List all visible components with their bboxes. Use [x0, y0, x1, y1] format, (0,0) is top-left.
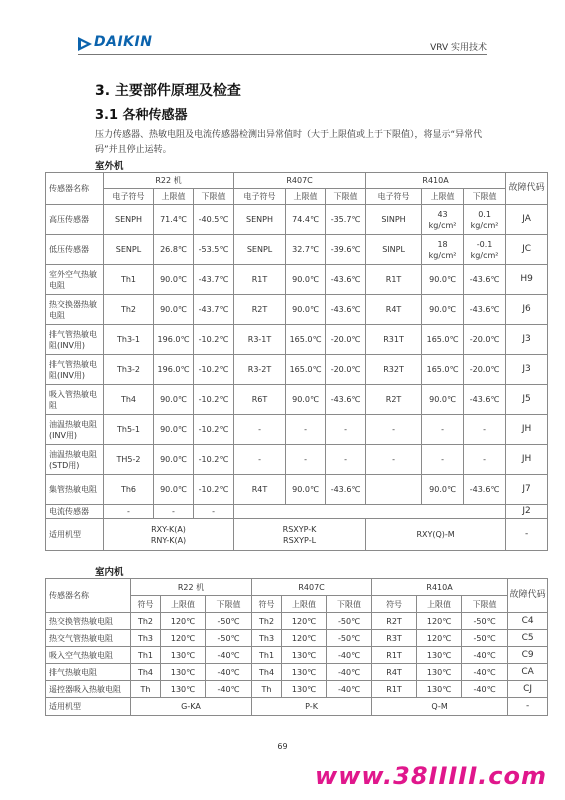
header-refrigerant-group: R410A — [366, 173, 506, 189]
value-cell: -20.0℃ — [326, 355, 366, 385]
value-cell: -43.7℃ — [194, 295, 234, 325]
table-row — [46, 630, 548, 647]
value-cell: - — [234, 415, 286, 445]
value-cell: 90.0℃ — [422, 475, 464, 505]
value-cell: - — [286, 415, 326, 445]
value-cell: - — [326, 445, 366, 475]
table-row — [46, 445, 548, 475]
sensor-name-cell: 遥控器吸入热敏电阻 — [46, 681, 131, 698]
header-sub-column: 符号 — [252, 596, 282, 613]
empty-cell — [234, 505, 506, 519]
table-row — [46, 355, 548, 385]
value-cell: - — [326, 415, 366, 445]
header-refrigerant-group: R410A — [372, 579, 508, 596]
value-cell: -43.6℃ — [464, 265, 506, 295]
r407c-models: P-K — [252, 698, 372, 716]
value-cell: R3-1T — [234, 325, 286, 355]
header-sub-column: 电子符号 — [234, 189, 286, 205]
value-cell: SINPH — [366, 205, 422, 235]
value-cell: Th3-1 — [104, 325, 154, 355]
value-cell: SENPL — [104, 235, 154, 265]
daikin-logo-icon — [78, 37, 92, 51]
sensor-name-cell: 吸入管热敏电阻 — [46, 385, 104, 415]
value-cell: 130℃ — [282, 664, 327, 681]
header-sub-column: 下限值 — [327, 596, 372, 613]
value-cell: 90.0℃ — [422, 265, 464, 295]
model-line: RSXYP-L — [283, 535, 317, 545]
table-row — [46, 385, 548, 415]
value-cell: 71.4℃ — [154, 205, 194, 235]
value-cell: R4T — [372, 664, 417, 681]
sensor-name-cell: 室外空气热敏电阻 — [46, 265, 104, 295]
value-cell: - — [422, 445, 464, 475]
value-cell: 196.0℃ — [154, 325, 194, 355]
sensor-name-cell: 排气热敏电阻 — [46, 664, 131, 681]
sensor-name-cell: 吸入空气热敏电阻 — [46, 647, 131, 664]
fault-code-cell: CA — [508, 664, 548, 681]
value-cell: R1T — [372, 681, 417, 698]
value-cell: 90.0℃ — [422, 295, 464, 325]
value-cell: SINPL — [366, 235, 422, 265]
value-cell: -40℃ — [206, 647, 252, 664]
sensor-name-cell: 低压传感器 — [46, 235, 104, 265]
fault-code-cell: H9 — [506, 265, 548, 295]
value-cell: 130℃ — [161, 664, 206, 681]
value-cell: -50℃ — [327, 613, 372, 630]
sensor-name-cell: 热交气管热敏电阻 — [46, 630, 131, 647]
fault-code-cell: - — [506, 519, 548, 551]
value-cell: Th4 — [252, 664, 282, 681]
fault-code-cell: - — [508, 698, 548, 716]
fault-code-cell: J5 — [506, 385, 548, 415]
header-fault-code: 故障代码 — [506, 173, 548, 205]
header-sub-column: 上限值 — [161, 596, 206, 613]
value-cell: 130℃ — [161, 647, 206, 664]
value-cell: 90.0℃ — [154, 475, 194, 505]
value-cell: R3T — [372, 630, 417, 647]
outdoor-unit-label: 室外机 — [95, 161, 124, 172]
header-sub-column: 符号 — [131, 596, 161, 613]
value-cell: Th1 — [131, 647, 161, 664]
table-row — [46, 205, 548, 235]
value-cell: - — [464, 445, 506, 475]
value-cell: 165.0℃ — [286, 355, 326, 385]
fault-code-cell: JA — [506, 205, 548, 235]
value-cell: Th5-1 — [104, 415, 154, 445]
value-cell: -43.6℃ — [326, 475, 366, 505]
value-cell: 90.0℃ — [154, 295, 194, 325]
header-sub-column: 上限值 — [286, 189, 326, 205]
header-sensor-name: 传感器名称 — [46, 579, 131, 613]
table-row — [46, 475, 548, 505]
value-cell: -10.2℃ — [194, 385, 234, 415]
r410a-models: Q-M — [372, 698, 508, 716]
fault-code-cell: J7 — [506, 475, 548, 505]
value-cell: -43.6℃ — [464, 295, 506, 325]
value-cell: Th4 — [104, 385, 154, 415]
value-cell: -50℃ — [327, 630, 372, 647]
value-cell: 165.0℃ — [422, 325, 464, 355]
r410a-models: RXY(Q)-M — [366, 519, 506, 551]
table-row — [46, 664, 548, 681]
value-cell: - — [366, 445, 422, 475]
value-cell: -40℃ — [462, 681, 508, 698]
value-cell: 196.0℃ — [154, 355, 194, 385]
header-sub-column: 下限值 — [326, 189, 366, 205]
fault-code-cell: J6 — [506, 295, 548, 325]
value-cell: Th — [131, 681, 161, 698]
fault-code-cell: JH — [506, 445, 548, 475]
indoor-sensor-table — [45, 578, 548, 716]
value-cell: Th3-2 — [104, 355, 154, 385]
fault-code-cell: C4 — [508, 613, 548, 630]
fault-code-cell: C9 — [508, 647, 548, 664]
sensor-name-cell: 电流传感器 — [46, 505, 104, 519]
value-cell: 90.0℃ — [154, 265, 194, 295]
sensor-name-cell: 排气管热敏电阻(INV用) — [46, 355, 104, 385]
sensor-name-cell: 油温热敏电阻(INV用) — [46, 415, 104, 445]
value-cell: -0.1 kg/cm² — [464, 235, 506, 265]
value-cell: - — [286, 445, 326, 475]
value-cell: SENPH — [104, 205, 154, 235]
value-cell: -40.5℃ — [194, 205, 234, 235]
model-line: RSXYP-K — [282, 524, 317, 534]
value-cell: Th1 — [252, 647, 282, 664]
indoor-unit-label: 室内机 — [95, 567, 124, 578]
sensor-name-cell: 热交换管热敏电阻 — [46, 613, 131, 630]
value-cell: R4T — [366, 295, 422, 325]
fault-code-cell: JC — [506, 235, 548, 265]
r22-models: G-KA — [131, 698, 252, 716]
page-header — [0, 0, 565, 70]
value-cell: -40℃ — [327, 664, 372, 681]
value-cell: - — [464, 415, 506, 445]
header-sub-column: 下限值 — [464, 189, 506, 205]
value-cell: 74.4℃ — [286, 205, 326, 235]
value-cell: - — [104, 505, 154, 519]
model-row — [46, 698, 548, 716]
header-refrigerant-group: R22 机 — [131, 579, 252, 596]
value-cell: Th3 — [252, 630, 282, 647]
header-sub-column: 上限值 — [417, 596, 462, 613]
value-cell: 130℃ — [417, 681, 462, 698]
value-cell: 32.7℃ — [286, 235, 326, 265]
value-cell: R1T — [234, 265, 286, 295]
value-cell: 90.0℃ — [154, 445, 194, 475]
value-cell: -20.0℃ — [326, 325, 366, 355]
brand-logo-text: DAIKIN — [94, 34, 153, 50]
sensor-name-cell: 集管热敏电阻 — [46, 475, 104, 505]
value-cell: -40℃ — [206, 664, 252, 681]
value-cell: 90.0℃ — [154, 385, 194, 415]
value-cell: 43 kg/cm² — [422, 205, 464, 235]
value-cell: 120℃ — [282, 613, 327, 630]
value-cell: 165.0℃ — [286, 325, 326, 355]
value-cell: -40℃ — [462, 647, 508, 664]
value-cell: -43.6℃ — [464, 475, 506, 505]
value-cell: -43.7℃ — [194, 265, 234, 295]
header-sub-column: 电子符号 — [104, 189, 154, 205]
value-cell — [366, 475, 422, 505]
value-cell: - — [154, 505, 194, 519]
header-fault-code: 故障代码 — [508, 579, 548, 613]
value-cell: Th2 — [131, 613, 161, 630]
intro-paragraph: 压力传感器、热敏电阻及电流传感器检测出异常值时（大于上限值或上于下限值），将显示“异常代码”并且停止运转。 — [95, 130, 483, 155]
value-cell: R2T — [372, 613, 417, 630]
model-row-label: 适用机型 — [46, 519, 104, 551]
value-cell: -50℃ — [206, 613, 252, 630]
table-row — [46, 295, 548, 325]
value-cell: 0.1 kg/cm² — [464, 205, 506, 235]
value-cell: -53.5℃ — [194, 235, 234, 265]
model-line: RXY-K(A) — [151, 524, 186, 534]
header-sub-column: 符号 — [372, 596, 417, 613]
table-header-row — [46, 173, 548, 189]
value-cell: 120℃ — [417, 613, 462, 630]
value-cell: R6T — [234, 385, 286, 415]
value-cell: - — [234, 445, 286, 475]
value-cell: -10.2℃ — [194, 325, 234, 355]
value-cell: 130℃ — [417, 664, 462, 681]
sensor-name-cell: 热交换器热敏电阻 — [46, 295, 104, 325]
value-cell: -40℃ — [462, 664, 508, 681]
value-cell: -43.6℃ — [326, 265, 366, 295]
header-sub-column: 上限值 — [422, 189, 464, 205]
value-cell: 120℃ — [161, 613, 206, 630]
value-cell: Th3 — [131, 630, 161, 647]
header-divider — [78, 54, 487, 55]
value-cell: -20.0℃ — [464, 355, 506, 385]
value-cell: R32T — [366, 355, 422, 385]
section-title: 3. 主要部件原理及检查 — [95, 83, 241, 99]
value-cell: 90.0℃ — [286, 265, 326, 295]
table-row — [46, 265, 548, 295]
header-refrigerant-group: R407C — [234, 173, 366, 189]
value-cell: R3-2T — [234, 355, 286, 385]
value-cell: Th1 — [104, 265, 154, 295]
value-cell: -10.2℃ — [194, 415, 234, 445]
value-cell: -50℃ — [206, 630, 252, 647]
fault-code-cell: C5 — [508, 630, 548, 647]
value-cell: Th2 — [104, 295, 154, 325]
header-right-text: VRV 实用技术 — [430, 43, 487, 53]
value-cell: -50℃ — [462, 630, 508, 647]
value-cell: -10.2℃ — [194, 355, 234, 385]
value-cell: 120℃ — [161, 630, 206, 647]
value-cell: Th — [252, 681, 282, 698]
model-row — [46, 519, 548, 551]
value-cell: 130℃ — [417, 647, 462, 664]
value-cell: R2T — [234, 295, 286, 325]
value-cell: -35.7℃ — [326, 205, 366, 235]
value-cell: - — [422, 415, 464, 445]
fault-code-cell: CJ — [508, 681, 548, 698]
value-cell: R1T — [372, 647, 417, 664]
value-cell: -39.6℃ — [326, 235, 366, 265]
value-cell: 90.0℃ — [422, 385, 464, 415]
header-sub-column: 下限值 — [462, 596, 508, 613]
sensor-name-cell: 排气管热敏电阻(INV用) — [46, 325, 104, 355]
header-refrigerant-group: R22 机 — [104, 173, 234, 189]
table-header-row — [46, 579, 548, 596]
value-cell: -40℃ — [206, 681, 252, 698]
value-cell: SENPL — [234, 235, 286, 265]
value-cell: 120℃ — [282, 630, 327, 647]
table-row — [46, 415, 548, 445]
site-watermark: www.38IIIII.com — [315, 762, 547, 790]
value-cell: R1T — [366, 265, 422, 295]
value-cell: -43.6℃ — [326, 295, 366, 325]
header-sub-column: 下限值 — [206, 596, 252, 613]
value-cell: -10.2℃ — [194, 475, 234, 505]
value-cell: 90.0℃ — [154, 415, 194, 445]
value-cell: -20.0℃ — [464, 325, 506, 355]
value-cell: 130℃ — [282, 681, 327, 698]
header-sensor-name: 传感器名称 — [46, 173, 104, 205]
value-cell: 90.0℃ — [286, 475, 326, 505]
table-subheader-row — [46, 189, 548, 205]
value-cell: 130℃ — [282, 647, 327, 664]
header-sub-column: 下限值 — [194, 189, 234, 205]
header-sub-column: 电子符号 — [366, 189, 422, 205]
sensor-name-cell: 油温热敏电阻(STD用) — [46, 445, 104, 475]
value-cell: 90.0℃ — [286, 385, 326, 415]
value-cell: TH5-2 — [104, 445, 154, 475]
value-cell: -50℃ — [462, 613, 508, 630]
table-row — [46, 325, 548, 355]
table-row — [46, 505, 548, 519]
value-cell: SENPH — [234, 205, 286, 235]
subsection-title: 3.1 各种传感器 — [95, 108, 188, 123]
model-row-label: 适用机型 — [46, 698, 131, 716]
header-refrigerant-group: R407C — [252, 579, 372, 596]
value-cell: 18 kg/cm² — [422, 235, 464, 265]
sensor-name-cell: 高压传感器 — [46, 205, 104, 235]
r407c-models — [234, 519, 366, 551]
value-cell: 165.0℃ — [422, 355, 464, 385]
header-sub-column: 上限值 — [282, 596, 327, 613]
value-cell: - — [194, 505, 234, 519]
header-sub-column: 上限值 — [154, 189, 194, 205]
value-cell: -43.6℃ — [326, 385, 366, 415]
value-cell: R31T — [366, 325, 422, 355]
value-cell: - — [366, 415, 422, 445]
value-cell: -40℃ — [327, 681, 372, 698]
value-cell: R4T — [234, 475, 286, 505]
r22-models — [104, 519, 234, 551]
fault-code-cell: J2 — [506, 505, 548, 519]
value-cell: R2T — [366, 385, 422, 415]
value-cell: 26.8℃ — [154, 235, 194, 265]
value-cell: -40℃ — [327, 647, 372, 664]
outdoor-sensor-table — [45, 172, 548, 551]
fault-code-cell: J3 — [506, 325, 548, 355]
value-cell: Th6 — [104, 475, 154, 505]
value-cell: 130℃ — [161, 681, 206, 698]
table-row — [46, 681, 548, 698]
value-cell: -10.2℃ — [194, 445, 234, 475]
page-number: 69 — [277, 742, 288, 751]
table-row — [46, 613, 548, 630]
value-cell: Th2 — [252, 613, 282, 630]
fault-code-cell: JH — [506, 415, 548, 445]
fault-code-cell: J3 — [506, 355, 548, 385]
value-cell: 90.0℃ — [286, 295, 326, 325]
table-row — [46, 647, 548, 664]
value-cell: Th4 — [131, 664, 161, 681]
value-cell: 120℃ — [417, 630, 462, 647]
table-row — [46, 235, 548, 265]
model-line: RNY-K(A) — [150, 535, 187, 545]
value-cell: -43.6℃ — [464, 385, 506, 415]
